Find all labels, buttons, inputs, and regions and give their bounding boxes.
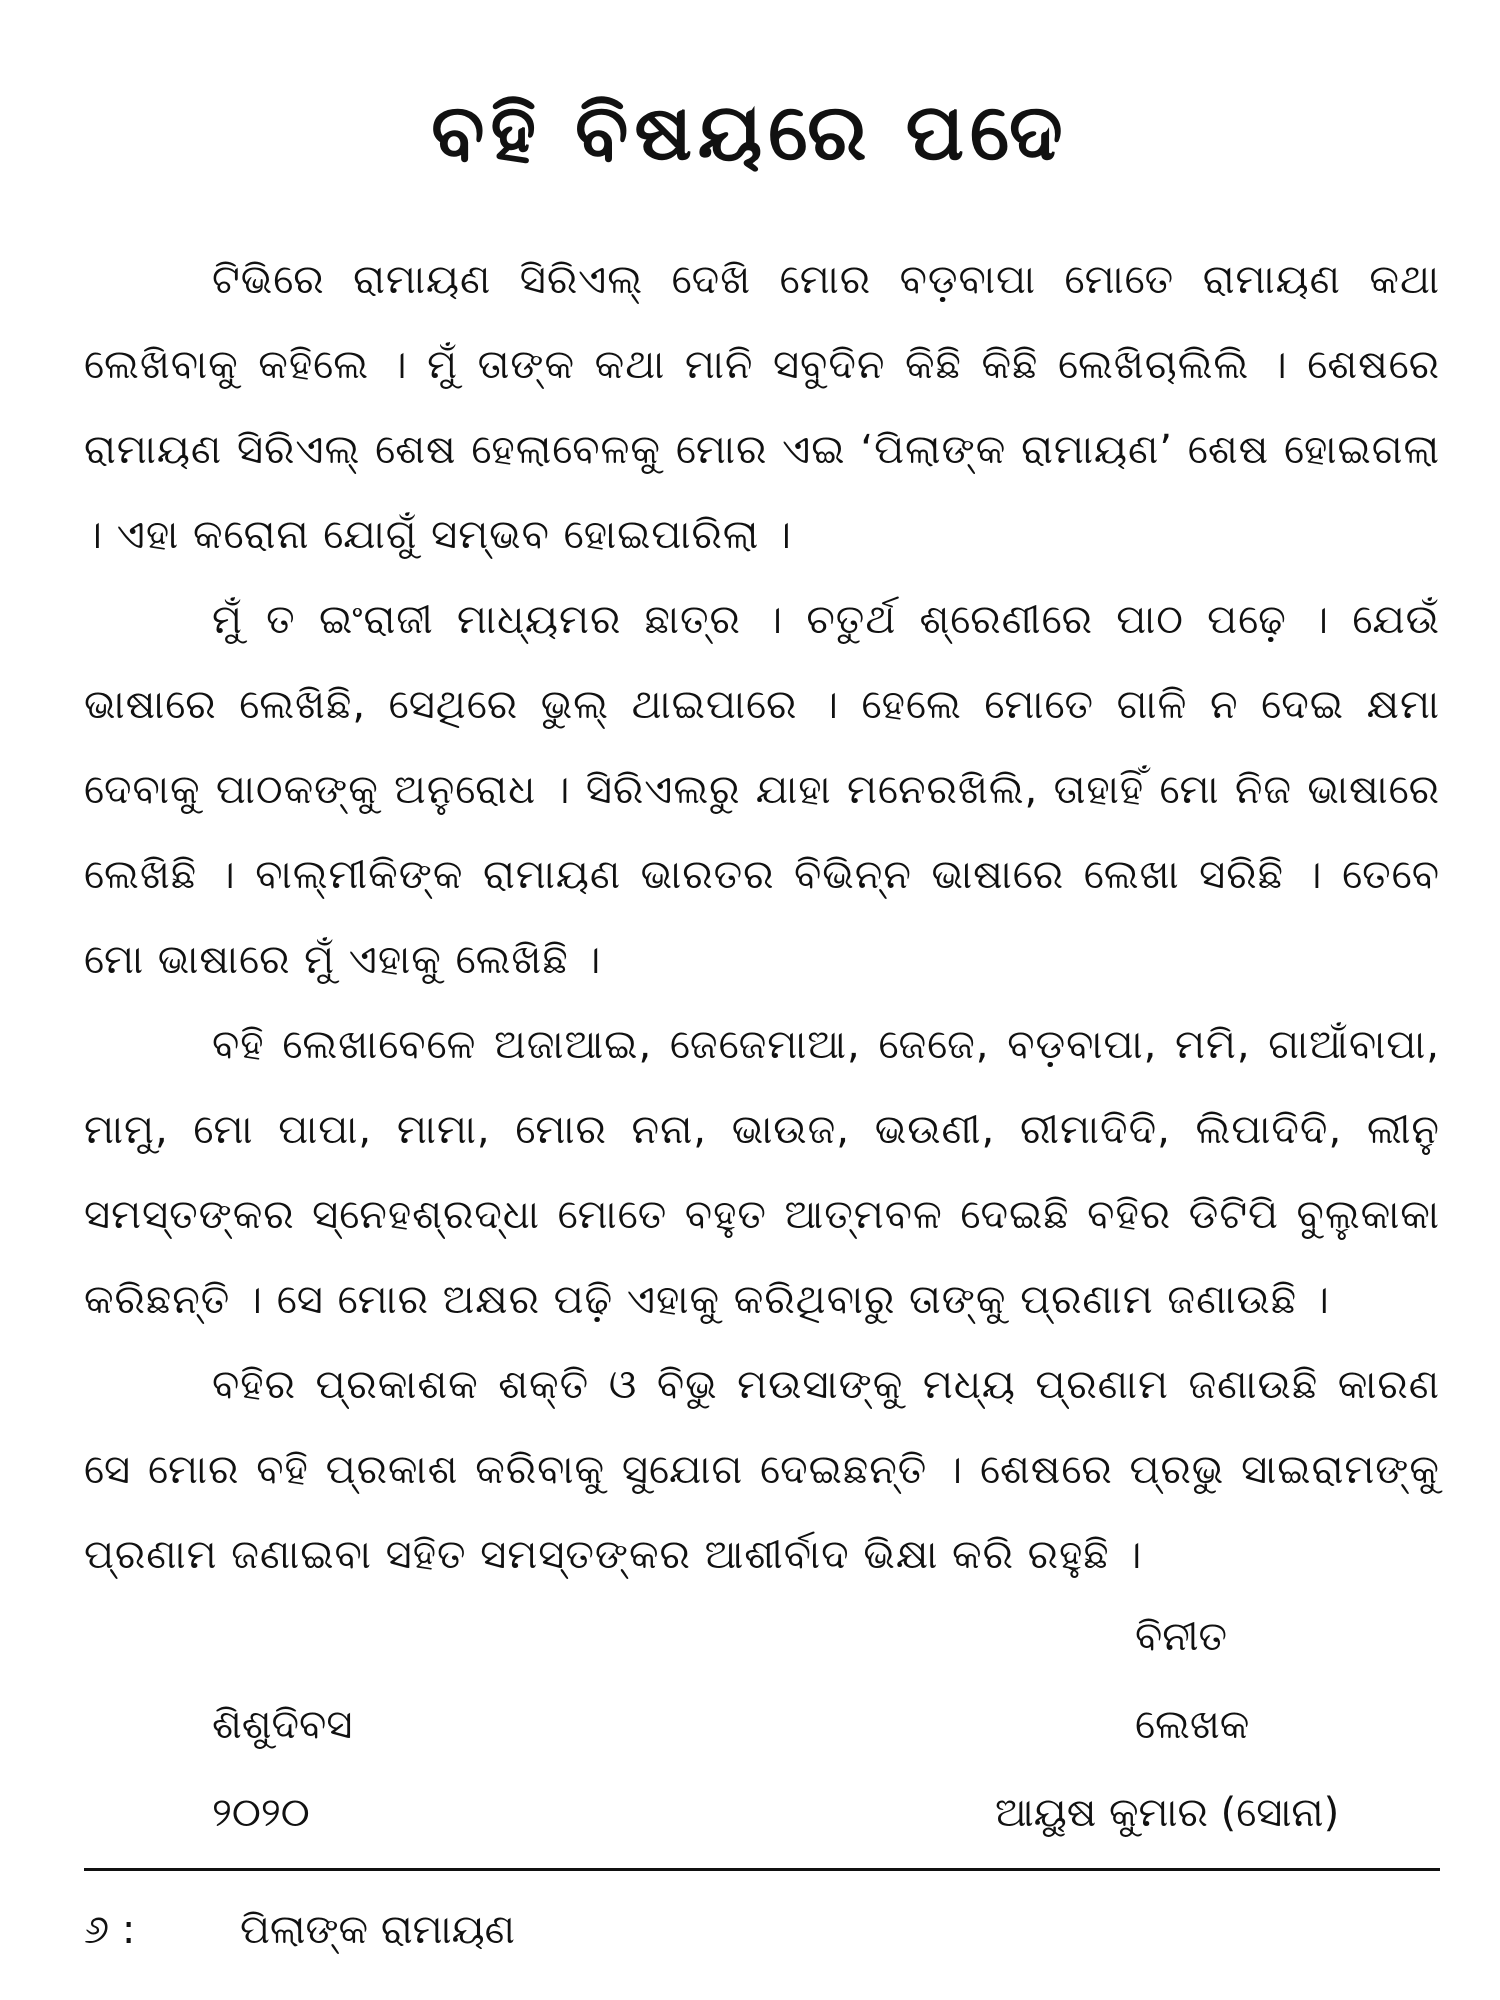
signature-author: ଆୟୁଷ କୁମାର (ସୋନା) xyxy=(995,1790,1340,1836)
page-number: ୬ : xyxy=(84,1907,136,1953)
signature-role: ଲେଖକ xyxy=(1135,1702,1250,1748)
signature-year: ୨୦୨୦ xyxy=(212,1790,310,1836)
footer-divider xyxy=(84,1868,1440,1871)
body-text xyxy=(84,238,1440,1598)
paragraph: ବହିର ପ୍ରକାଶକ ଶକ୍ତି ଓ ବିଭୁ ମଉସାଙ୍କୁ ମଧ୍ୟ ପ୍ରଣାମ ଜଣାଉଛି କାରଣ ସେ ମୋର ବହି ପ୍ରକାଶ କରିବାକୁ ସୁଯୋଗ ଦେଇଛନ୍ତି । ଶେଷରେ ପ୍ରଭୁ ସାଇରାମଙ୍କୁ ପ୍ରଣାମ ଜଣାଇବା ସହିତ ସମସ୍ତଙ୍କର ଆଶୀର୍ବାଦ ଭିକ୍ଷା କରି ରହୁଛି । xyxy=(84,1362,1440,1578)
paragraph: ବହି ଲେଖାବେଳେ ଅଜାଆଇ, ଜେଜେମାଆ, ଜେଜେ, ବଡ଼ବାପା, ମମି, ଗାଆଁବାପା, ମାମୁ, ମୋ ପାପା, ମାମା, ମୋର ନନା, ଭାଉଜ, ଭଉଣୀ, ରୀମାଦିଦି, ଲିପାଦିଦି, ଲୀନୁ ସମସ୍ତଙ୍କର ସ୍ନେହଶ୍ରଦ୍ଧା ମୋତେ ବହୁତ ଆତ୍ମବଳ ଦେଇଛି ବହିର ଡିଟିପି ବୁଲୁକାକା କରିଛନ୍ତି । ସେ ମୋର ଅକ୍ଷର ପଢ଼ି ଏହାକୁ କରିଥିବାରୁ ତାଙ୍କୁ ପ୍ରଣାମ ଜଣାଉଛି । xyxy=(84,1022,1440,1323)
running-book-title: ପିଲାଙ୍କ ରାମାୟଣ xyxy=(240,1907,515,1953)
paragraph: ମୁଁ ତ ଇଂରାଜୀ ମାଧ୍ୟମର ଛାତ୍ର । ଚତୁର୍ଥ ଶ୍ରେଣୀରେ ପାଠ ପଢ଼େ । ଯେଉଁ ଭାଷାରେ ଲେଖିଛି, ସେଥିରେ ଭୁଲ୍ ଥାଇପାରେ । ହେଲେ ମୋତେ ଗାଳି ନ ଦେଇ କ୍ଷମା ଦେବାକୁ ପାଠକଙ୍କୁ ଅନୁରୋଧ । ସିରିଏଲରୁ ଯାହା ମନେରଖିଲି, ତାହାହିଁ ମୋ ନିଜ ଭାଷାରେ ଲେଖିଛି । ବାଲ୍ମୀକିଙ୍କ ରାମାୟଣ ଭାରତର ବିଭିନ୍ନ ଭାଷାରେ ଲେଖା ସରିଛି । ତେବେ ମୋ ଭାଷାରେ ମୁଁ ଏହାକୁ ଲେଖିଛି । xyxy=(84,597,1440,983)
signature-closing: ବିନୀତ xyxy=(1135,1614,1228,1660)
paragraph: ଟିଭିରେ ରାମାୟଣ ସିରିଏଲ୍ ଦେଖି ମୋର ବଡ଼ବାପା ମୋତେ ରାମାୟଣ କଥା ଲେଖିବାକୁ କହିଲେ । ମୁଁ ତାଙ୍କ କଥା ମାନି ସବୁଦିନ କିଛି କିଛି ଲେଖିଚାଲିଲି । ଶେଷରେ ରାମାୟଣ ସିରିଏଲ୍ ଶେଷ ହେଲାବେଳକୁ ମୋର ଏଇ ‘ପିଲାଙ୍କ ରାମାୟଣ’ ଶେଷ ହୋଇଗଲା । ଏହା କରୋନା ଯୋଗୁଁ ସମ୍ଭବ ହୋଇପାରିଲା । xyxy=(84,257,1440,558)
page-title: ବହି ବିଷୟରେ ପଦେ xyxy=(431,88,1069,178)
signature-occasion: ଶିଶୁଦିବସ xyxy=(212,1702,353,1748)
